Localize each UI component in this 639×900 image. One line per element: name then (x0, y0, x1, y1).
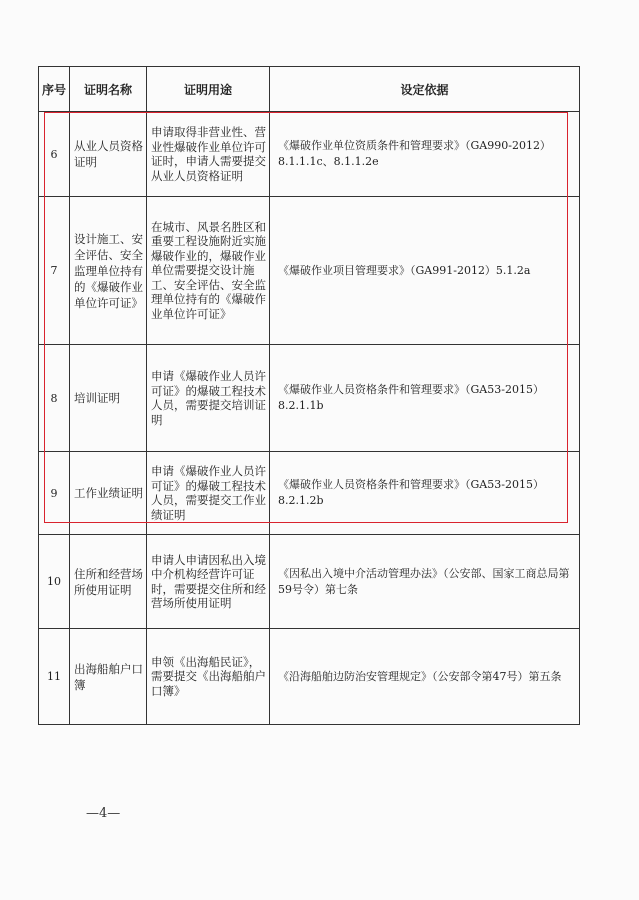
row-no: 9 (39, 452, 70, 535)
row-use: 申请取得非营业性、营业性爆破作业单位许可证时，申请人需要提交从业人员资格证明 (147, 112, 270, 197)
row-name: 住所和经营场所使用证明 (70, 535, 147, 629)
header-use: 证明用途 (147, 67, 270, 112)
table-row (39, 629, 580, 725)
row-use: 申领《出海船民证》，需要提交《出海船舶户口簿》 (147, 629, 270, 725)
row-use: 在城市、风景名胜区和重要工程设施附近实施爆破作业的，爆破作业单位需要提交设计施工、安全评估、安全监理单位持有的《爆破作业单位许可证》 (147, 197, 270, 345)
row-name: 设计施工、安全评估、安全监理单位持有的《爆破作业单位许可证》 (70, 197, 147, 345)
row-name: 从业人员资格证明 (70, 112, 147, 197)
row-no: 11 (39, 629, 70, 725)
row-use: 申请《爆破作业人员许可证》的爆破工程技术人员，需要提交工作业绩证明 (147, 452, 270, 535)
row-basis: 《因私出入境中介活动管理办法》（公安部、国家工商总局第59号令）第七条 (270, 535, 580, 629)
header-name: 证明名称 (70, 67, 147, 112)
row-use: 申请人申请因私出入境中介机构经营许可证时，需要提交住所和经营场所使用证明 (147, 535, 270, 629)
header-no: 序号 (39, 67, 70, 112)
row-basis: 《爆破作业单位资质条件和管理要求》（GA990-2012）8.1.1.1c、8.1.1.2e (270, 112, 580, 197)
page-number: —4— (86, 806, 121, 821)
row-basis: 《爆破作业人员资格条件和管理要求》（GA53-2015）8.2.1.2b (270, 452, 580, 535)
row-use: 申请《爆破作业人员许可证》的爆破工程技术人员，需要提交培训证明 (147, 345, 270, 452)
row-name: 出海船舶户口簿 (70, 629, 147, 725)
row-basis: 《沿海船舶边防治安管理规定》（公安部令第47号）第五条 (270, 629, 580, 725)
table-row (39, 112, 580, 197)
row-name: 培训证明 (70, 345, 147, 452)
certificate-table (38, 66, 580, 725)
table-row (39, 197, 580, 345)
row-no: 10 (39, 535, 70, 629)
row-name: 工作业绩证明 (70, 452, 147, 535)
row-no: 6 (39, 112, 70, 197)
table-header-row (39, 67, 580, 112)
header-basis: 设定依据 (270, 67, 580, 112)
row-no: 8 (39, 345, 70, 452)
table-row (39, 345, 580, 452)
table-row (39, 535, 580, 629)
row-basis: 《爆破作业项目管理要求》（GA991-2012）5.1.2a (270, 197, 580, 345)
row-basis: 《爆破作业人员资格条件和管理要求》（GA53-2015）8.2.1.1b (270, 345, 580, 452)
row-no: 7 (39, 197, 70, 345)
table-row (39, 452, 580, 535)
